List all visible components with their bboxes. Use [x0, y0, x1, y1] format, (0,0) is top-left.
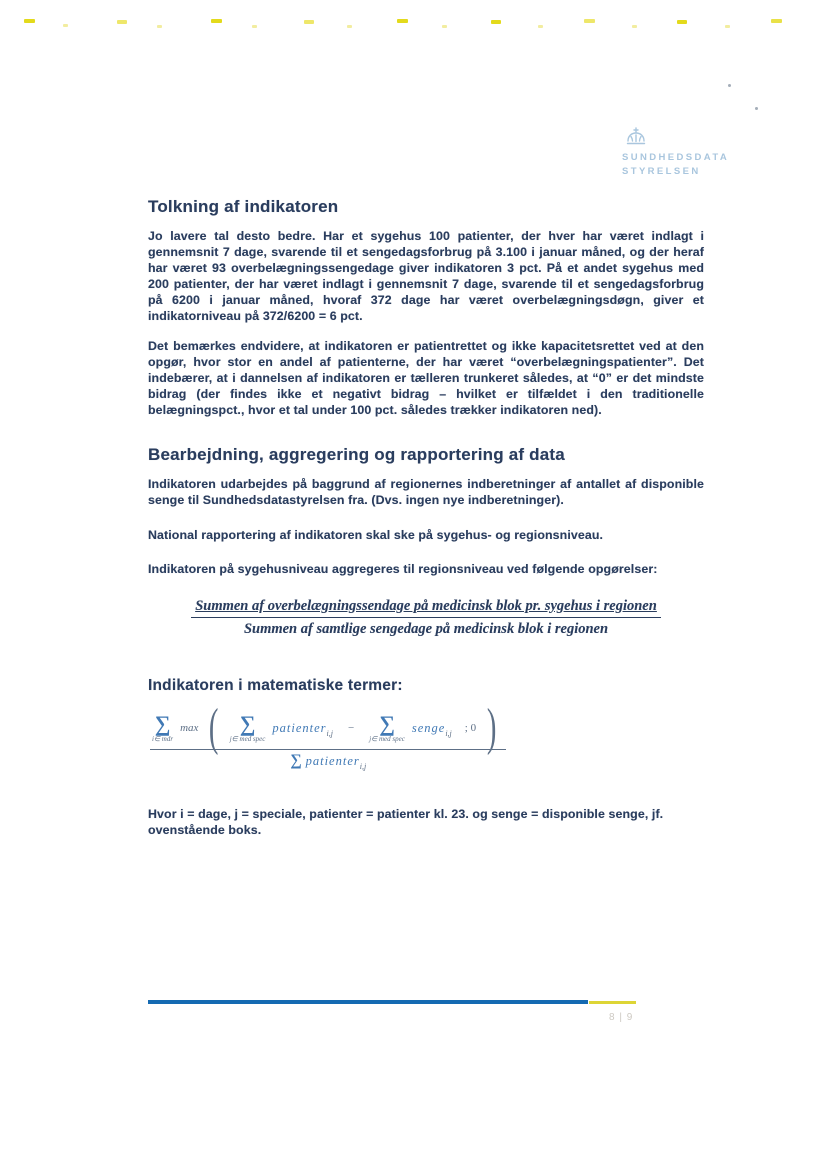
paragraph-bearbejdning-3: Indikatoren på sygehusniveau aggregeres til regionsniveau ved følgende opgørelser: [148, 562, 658, 576]
logo-line2: STYRELSEN [622, 165, 701, 177]
scan-speck [728, 84, 731, 87]
fraction-denominator: Summen af samtlige sengedage på medicinsk blok i regionen [243, 621, 609, 637]
heading-tolkning: Tolkning af indikatoren [148, 197, 339, 216]
logo-line1: SUNDHEDSDATA [622, 152, 730, 163]
paragraph-hvor: Hvor i = dage, j = speciale, patienter = patienter kl. 23. og senge = disponible senge, jf. ovenstående boks. [148, 807, 664, 838]
sum-outer: ∑ i∈ mdr [152, 711, 174, 743]
fraction-numerator: Summen af overbelægningssendage på medicinsk blok pr. sygehus i regionen [191, 598, 661, 618]
footer-rule-blue [148, 1000, 588, 1004]
sum-patients: ∑ j∈ med spec [229, 711, 266, 743]
scan-speck [755, 107, 758, 110]
sum-beds: ∑ j∈ med spec [369, 711, 405, 743]
minus-operator: − [347, 722, 355, 735]
semicolon-zero: ; 0 [464, 722, 477, 735]
formula-numerator: ∑ i∈ mdr max ( ∑ j∈ med spec patienter$_{i,j}$ − ∑ j∈ med spec senge$_{i,j}$ ; 0 ) [150, 714, 506, 750]
footer-rule-yellow [589, 1001, 636, 1004]
formula-denominator: ∑ patienter$_{i,j}$ [290, 751, 367, 771]
indicator-formula [150, 699, 506, 771]
paragraph-tolkning-1: Jo lavere tal desto bedre. Har et sygehus 100 patienter, der hver har været indlagt i gennemsnit 7 dage, svarende til et sengedagsforbrug på 3.100 i januar måned, og der heraf har været 93 overbelægningssengedage giver indikatoren 3 pct. På et andet sygehus med 200 patienter, der har været indlagt i gennemsnit 7 dage, svarende til et sengedagsforbrug på 6200 i januar måned, hvoraf 372 dage har været overbelægningsdøgn, giver et indikatorniveau på 372/6200 = 6 pct. [148, 229, 704, 324]
sundhedsdatastyrelsen-logo [622, 127, 729, 178]
heading-bearbejdning: Bearbejdning, aggregering og rapportering af data [148, 445, 565, 464]
aggregation-fraction [148, 598, 704, 638]
paragraph-bearbejdning-2: National rapportering af indikatoren skal ske på sygehus- og regionsniveau. [148, 528, 604, 542]
heading-matematiske-termer: Indikatoren i matematiske termer: [148, 677, 403, 694]
max-operator: max [180, 722, 199, 735]
paragraph-tolkning-2: Det bemærkes endvidere, at indikatoren er patientrettet og ikke kapacitetsrettet ved at den opgør, hvor stor en andel af patienterne, der har været “overbelægningspatienter”. Det indebærer, at i dannelsen af indikatoren er tælleren trunkeret således, at “0” er det mindste bidrag (der findes ikke et negativt bidrag – hvilket er tilfældet i den traditionelle belægningspct., hvor et tal under 100 pct. således trækker indikatoren ned). [148, 339, 704, 418]
beds-term: senge$_{i,j}$ [411, 720, 452, 738]
crown-icon [624, 127, 729, 151]
patients-term: patienter$_{i,j}$ [272, 720, 333, 738]
paragraph-bearbejdning-1: Indikatoren udarbejdes på baggrund af regionernes indberetninger af antallet af disponible senge til Sundhedsdatastyrelsen fra. (Dvs. ingen nye indberetninger). [148, 477, 704, 508]
page-number: 8 | 9 [609, 1012, 634, 1023]
